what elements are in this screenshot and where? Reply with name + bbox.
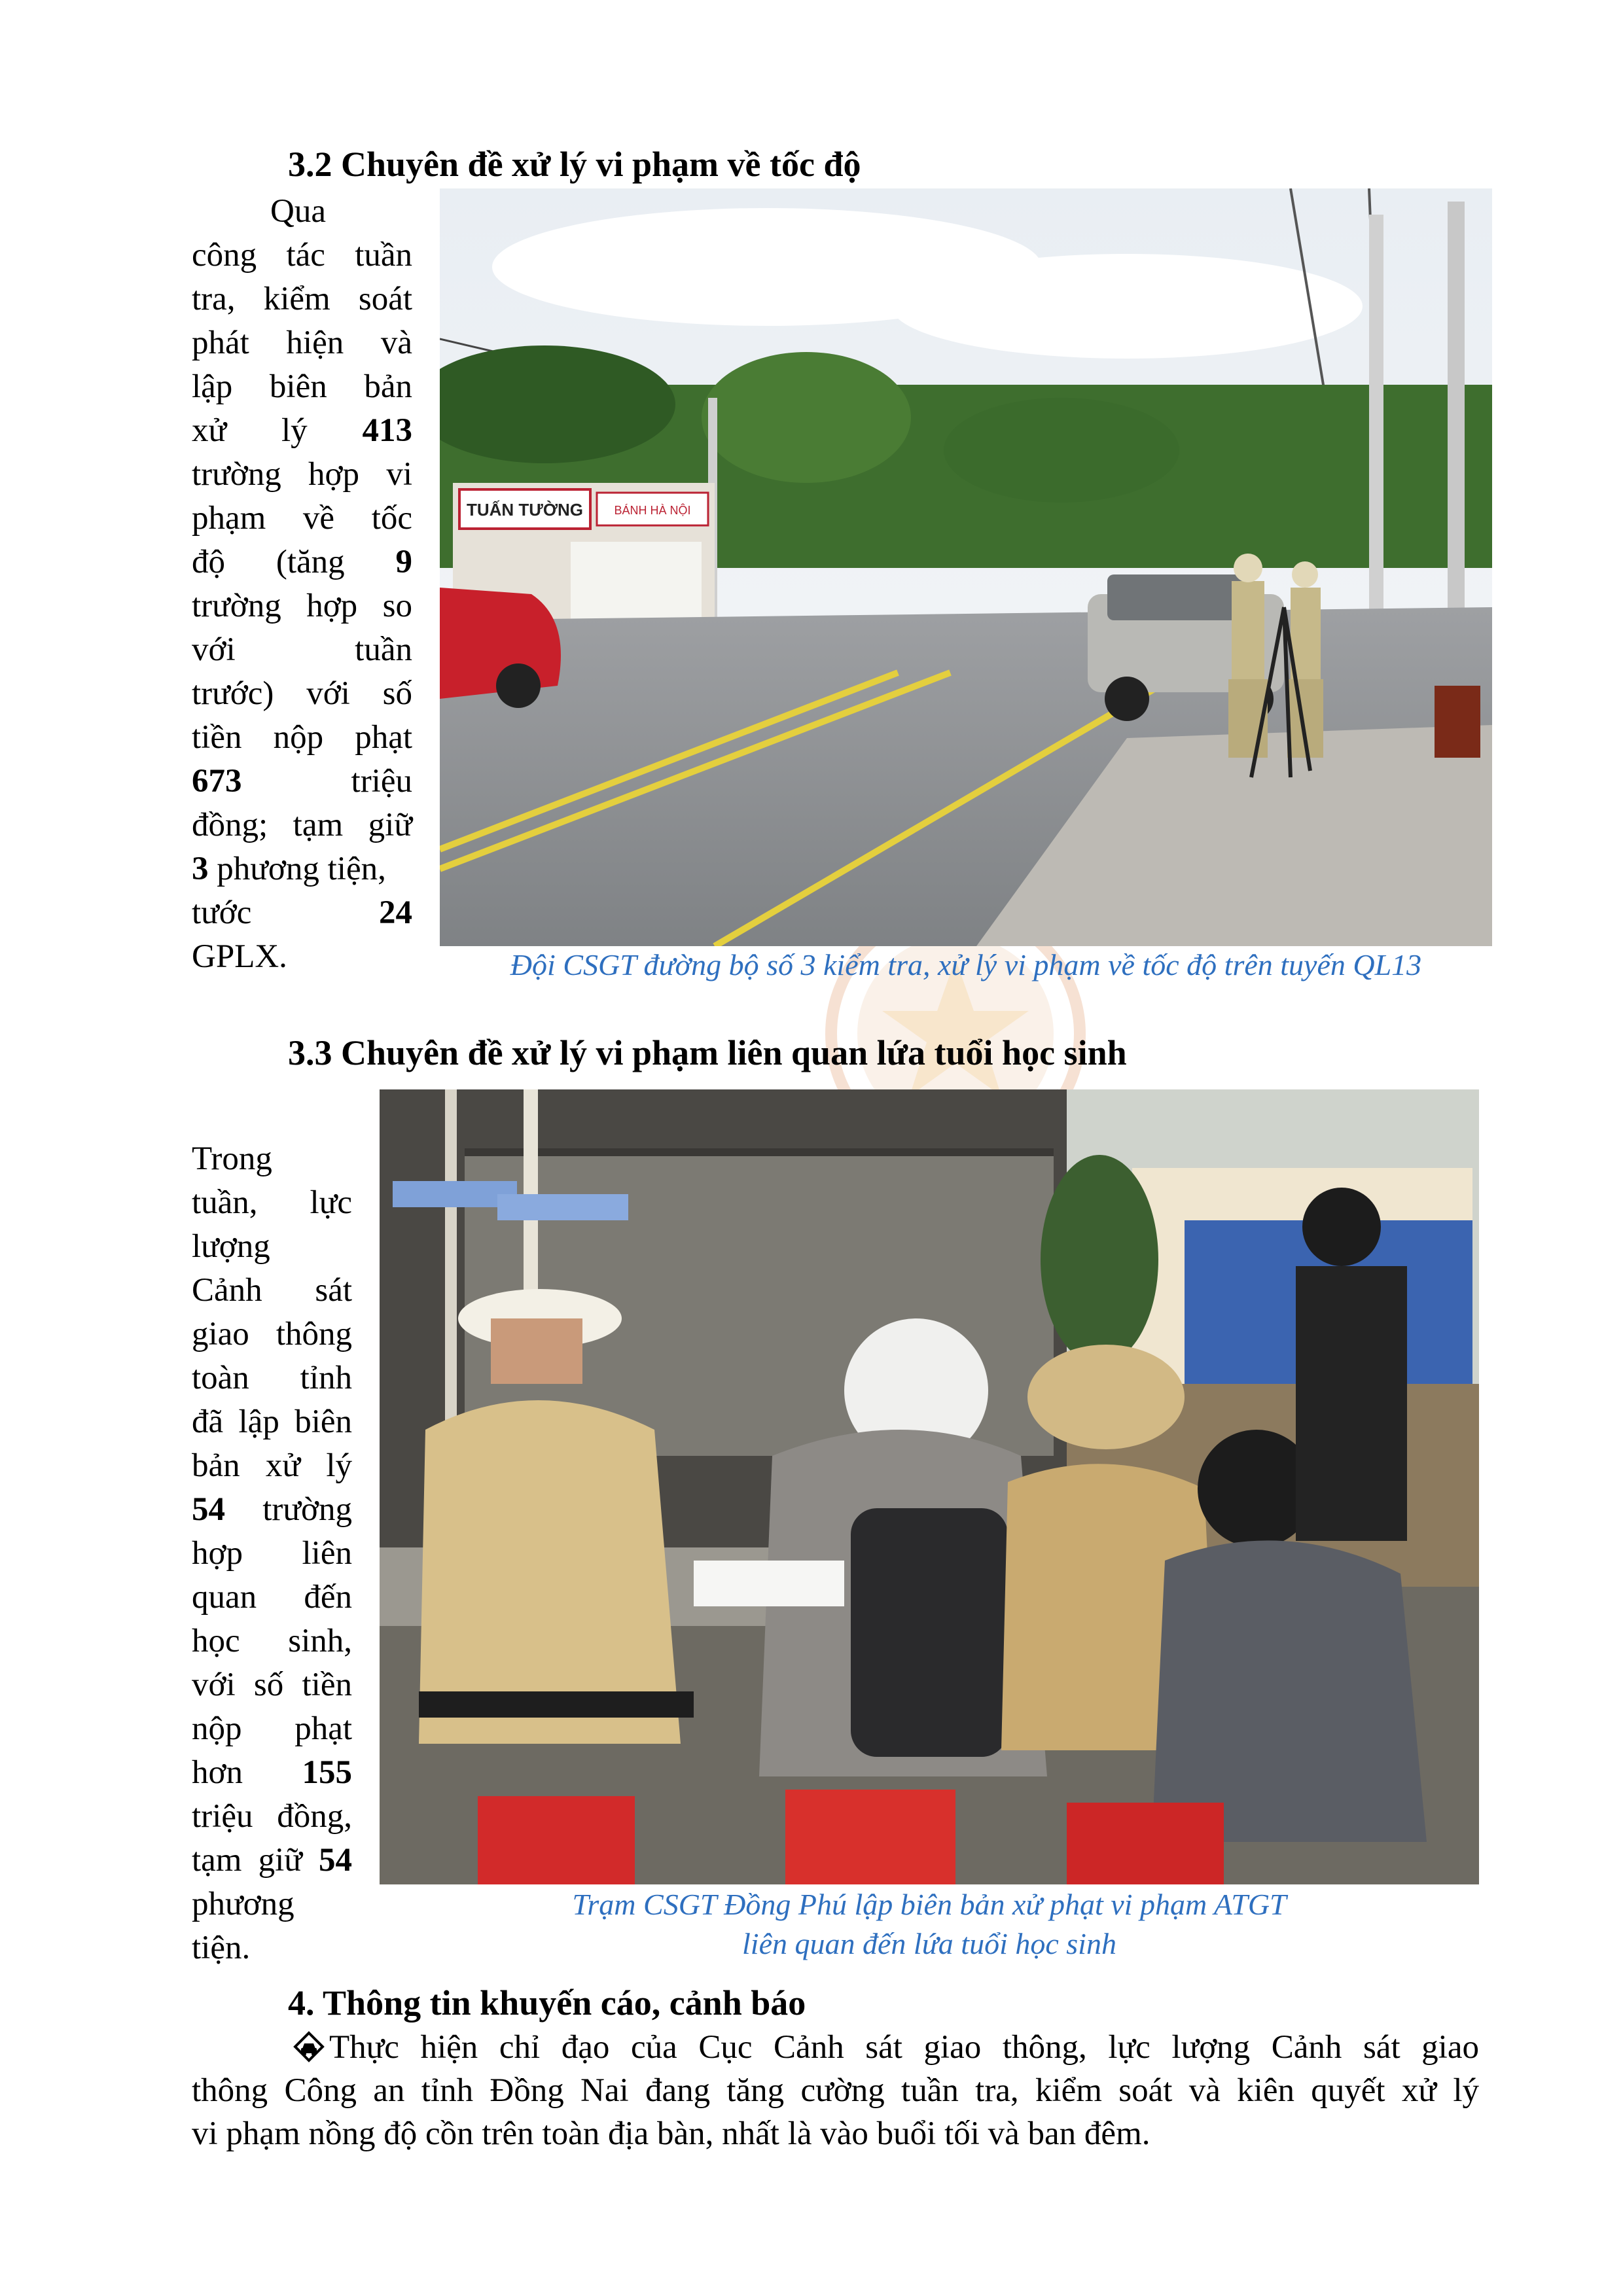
text-line: tiền nộp phạt: [192, 719, 412, 756]
student-violation-caption-line2: liên quan đến lứa tuổi học sinh: [742, 1927, 1116, 1960]
text-line: tra, kiểm soát: [192, 281, 412, 317]
student-violation-photo: [380, 1089, 1479, 1884]
text-line: tuần, lực: [192, 1184, 352, 1221]
text-line: triệu đồng,: [192, 1798, 352, 1835]
speed-check-caption: Đội CSGT đường bộ số 3 kiểm tra, xử lý vi phạm về tốc độ trên tuyến QL13: [510, 948, 1422, 981]
text-line: GPLX.: [192, 938, 287, 975]
section-3-3-text: [192, 1137, 352, 1970]
text-line: độ (tăng 9: [192, 544, 412, 580]
text-line: trường hợp vi: [192, 456, 412, 493]
text-line: tước 24: [192, 894, 412, 931]
text-line: trước) với số: [192, 675, 412, 712]
text-line: quan đến: [192, 1579, 352, 1616]
text-line: Trong: [192, 1140, 272, 1177]
text-line: tiện.: [192, 1930, 251, 1966]
paragraph-line: vi phạm nồng độ cồn trên toàn địa bàn, nhất là vào buổi tối và ban đêm.: [192, 2115, 1150, 2152]
text-line: đồng; tạm giữ: [192, 807, 412, 843]
text-line: học sinh,: [192, 1623, 352, 1659]
shop-sign-2: BÁNH HÀ NỘI: [614, 504, 691, 517]
text-line: Qua: [270, 193, 326, 230]
text-line: hợp liên: [192, 1535, 352, 1572]
speed-check-photo: [440, 188, 1492, 946]
text-line: lượng: [192, 1228, 270, 1265]
section-3-3-heading: 3.3 Chuyên đề xử lý vi phạm liên quan lứa tuổi học sinh: [288, 1033, 1127, 1072]
section-3-2-text: [192, 190, 412, 979]
text-line: giao thông: [192, 1316, 352, 1352]
section-4-paragraph: [192, 2026, 1479, 2155]
student-violation-caption-line1: Trạm CSGT Đồng Phú lập biên bản xử phạt vi phạm ATGT: [572, 1888, 1287, 1921]
text-line: trường hợp so: [192, 588, 412, 624]
text-line: phạm về tốc: [192, 500, 412, 537]
paragraph-line: thông Công an tỉnh Đồng Nai đang tăng cường tuần tra, kiểm soát và kiên quyết xử lý: [192, 2072, 1479, 2109]
shop-sign: TUẤN TƯỜNG: [466, 500, 584, 520]
text-line: phát hiện và: [192, 325, 412, 361]
text-line: đã lập biên: [192, 1404, 352, 1440]
section-4-heading: 4. Thông tin khuyến cáo, cảnh báo: [288, 1983, 806, 2022]
text-line: 54 trường: [192, 1491, 352, 1528]
text-line: với số tiền: [192, 1667, 352, 1703]
text-line: toàn tỉnh: [192, 1360, 352, 1396]
text-line: công tác tuần: [192, 237, 412, 274]
text-line: bản xử lý: [192, 1447, 352, 1484]
text-line: lập biên bản: [192, 368, 412, 405]
text-line: tạm giữ 54: [192, 1842, 352, 1879]
text-line: nộp phạt: [192, 1710, 352, 1747]
text-line: 3 phương tiện,: [192, 851, 386, 887]
text-line: xử lý 413: [192, 412, 412, 449]
text-line: hơn 155: [192, 1754, 352, 1791]
text-line: 673 triệu: [192, 763, 412, 800]
paragraph-line-1-text: Thực hiện chỉ đạo của Cục Cảnh sát giao thông, lực lượng Cảnh sát giao: [329, 2029, 1479, 2066]
paragraph-line: [192, 2026, 1479, 2069]
text-line: phương: [192, 1886, 294, 1922]
text-line: với tuần: [192, 631, 412, 668]
section-3-2-heading: 3.2 Chuyên đề xử lý vi phạm về tốc độ: [288, 145, 861, 184]
text-line: Cảnh sát: [192, 1272, 352, 1309]
warning-car-icon: [293, 2031, 325, 2062]
